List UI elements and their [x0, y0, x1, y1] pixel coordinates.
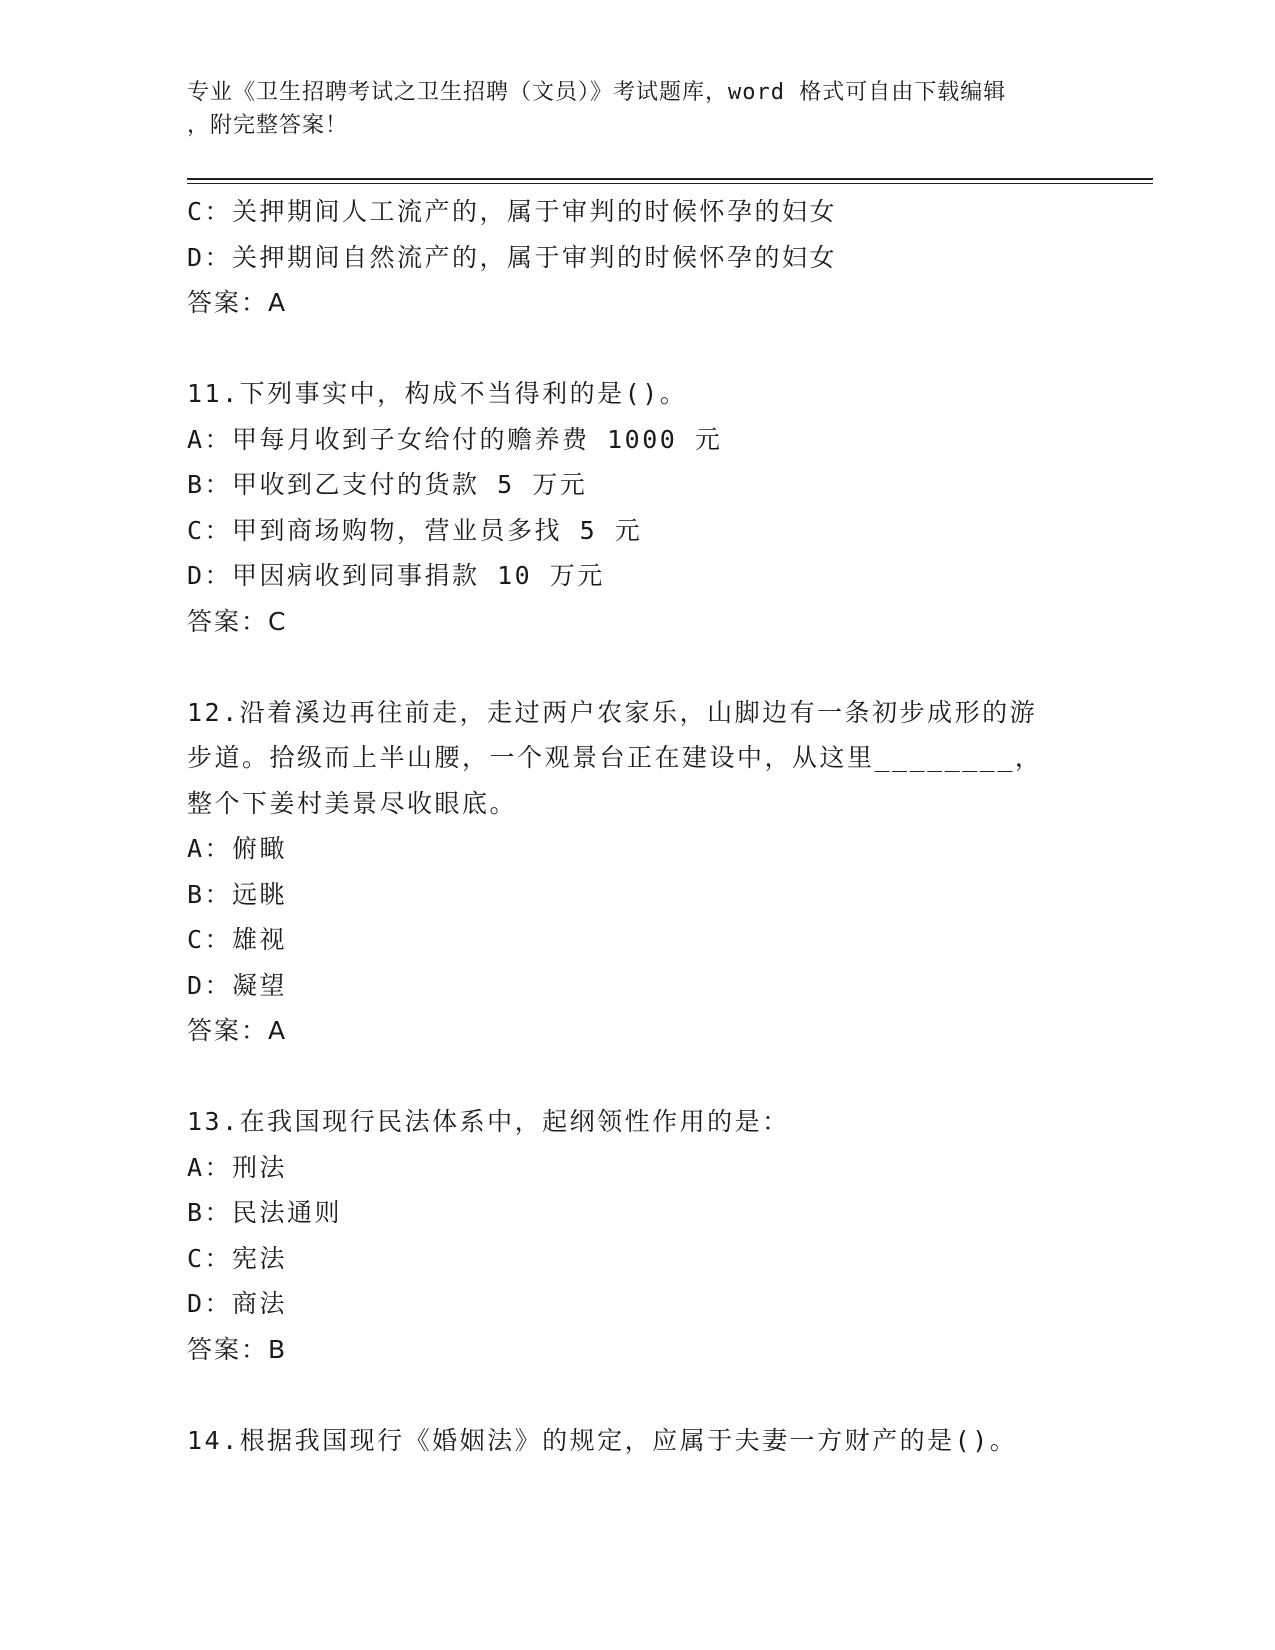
question-14	[187, 1418, 1087, 1464]
header-divider-thin	[187, 183, 1153, 184]
question-stem: 14.根据我国现行《婚姻法》的规定，应属于夫妻一方财产的是()。	[187, 1425, 1018, 1455]
question-stem-line-1: 12.沿着溪边再往前走，走过两户农家乐，山脚边有一条初步成形的游	[187, 697, 1038, 727]
question-12	[187, 690, 1087, 1054]
spacer	[187, 326, 1087, 372]
question-13	[187, 1099, 1087, 1372]
question-stem-line-2: 步道。拾级而上半山腰，一个观景台正在建设中，从这里________，	[187, 743, 1043, 772]
option-c: C：宪法	[187, 1243, 288, 1273]
question-11	[187, 371, 1087, 644]
option-a: A：俯瞰	[187, 834, 288, 863]
option-c: C：关押期间人工流产的，属于审判的时候怀孕的妇女	[187, 197, 838, 226]
spacer	[187, 1372, 1087, 1418]
answer: 答案：A	[187, 1016, 288, 1045]
option-d: D：商法	[187, 1289, 288, 1318]
option-b: B：远眺	[187, 879, 288, 909]
option-d: D：甲因病收到同事捐款 10 万元	[187, 561, 605, 590]
header-line-1: 专业《卫生招聘考试之卫生招聘（文员）》考试题库，word 格式可自由下载编辑	[187, 80, 1007, 105]
document-header	[187, 76, 1067, 142]
option-a: A：刑法	[187, 1152, 288, 1182]
question-list	[187, 189, 1087, 1463]
option-a: A：甲每月收到子女给付的赡养费 1000 元	[187, 424, 723, 454]
option-d: D：凝望	[187, 970, 288, 1000]
option-c: C：甲到商场购物，营业员多找 5 元	[187, 515, 643, 545]
spacer	[187, 1054, 1087, 1100]
spacer	[187, 644, 1087, 690]
answer: 答案：A	[187, 288, 288, 317]
question-10-tail	[187, 189, 1087, 326]
question-stem: 13.在我国现行民法体系中，起纲领性作用的是：	[187, 1107, 790, 1136]
answer: 答案：C	[187, 606, 288, 636]
question-stem: 11.下列事实中，构成不当得利的是()。	[187, 379, 688, 408]
option-d: D：关押期间自然流产的，属于审判的时候怀孕的妇女	[187, 242, 838, 272]
header-divider-thick	[187, 178, 1153, 180]
option-b: B：甲收到乙支付的货款 5 万元	[187, 470, 588, 499]
option-c: C：雄视	[187, 925, 288, 954]
option-b: B：民法通则	[187, 1198, 343, 1227]
question-stem-line-3: 整个下姜村美景尽收眼底。	[187, 788, 518, 818]
answer: 答案：B	[187, 1334, 288, 1364]
header-line-2: ，附完整答案！	[187, 113, 349, 138]
